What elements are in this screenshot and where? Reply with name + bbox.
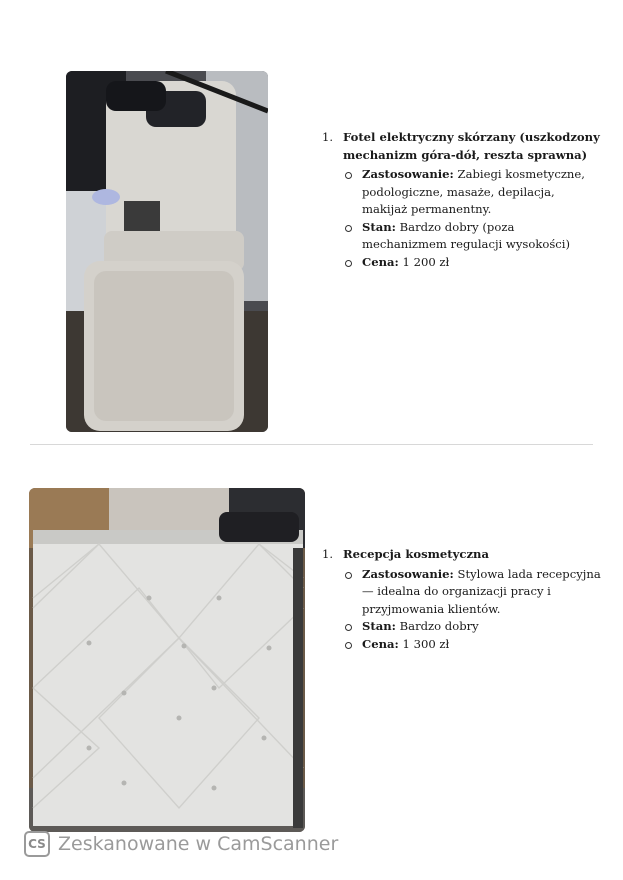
camscanner-watermark: [24, 829, 338, 859]
detail-condition: Stan: Bardzo dobry: [343, 618, 602, 636]
detail-price: Cena: 1 300 zł: [343, 636, 602, 654]
item-number: 1.: [322, 547, 334, 561]
camscanner-logo-icon: CS: [24, 831, 50, 857]
item-number: 1.: [322, 130, 334, 144]
detail-price: Cena: 1 200 zł: [343, 254, 602, 272]
reception-desk-photo: [29, 488, 305, 832]
detail-usage: Zastosowanie: Zabiegi kosmetyczne, podologiczne, masaże, depilacja, makijaż permanentny.: [343, 166, 602, 219]
chair-photo: [66, 71, 268, 432]
detail-usage: Zastosowanie: Stylowa lada recepcyjna — idealna do organizacji pracy i przyjmowania klientów.: [343, 566, 602, 619]
item-title: Fotel elektryczny skórzany (uszkodzony mechanizm góra-dół, reszta sprawna): [343, 130, 600, 162]
item-details: [343, 166, 602, 271]
circle-bullet-icon: [345, 172, 352, 179]
item-details: [343, 566, 602, 654]
circle-bullet-icon: [345, 225, 352, 232]
offer-item-chair: [322, 129, 602, 271]
circle-bullet-icon: [345, 572, 352, 579]
section-divider: [30, 444, 593, 445]
item-title: Recepcja kosmetyczna: [343, 547, 489, 561]
circle-bullet-icon: [345, 260, 352, 267]
circle-bullet-icon: [345, 642, 352, 649]
offer-item-reception: [322, 546, 602, 653]
circle-bullet-icon: [345, 624, 352, 631]
detail-condition: Stan: Bardzo dobry (poza mechanizmem regulacji wysokości): [343, 219, 602, 254]
watermark-text: Zeskanowane w CamScanner: [58, 833, 339, 855]
